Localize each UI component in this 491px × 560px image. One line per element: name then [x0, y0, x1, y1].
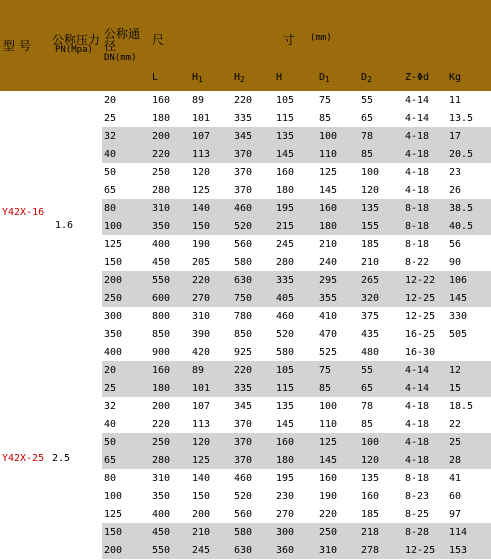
cell-l: 350	[152, 221, 171, 232]
cell-h: 115	[276, 113, 295, 124]
cell-d2: 375	[361, 311, 380, 322]
cell-z-phid: 8-22	[405, 257, 430, 268]
cell-l: 450	[152, 257, 171, 268]
col-header-kg: Kg	[449, 72, 462, 83]
cell-h: 300	[276, 527, 295, 538]
cell-h2: 335	[234, 383, 253, 394]
cell-h1: 150	[192, 491, 211, 502]
cell-h: 520	[276, 329, 295, 340]
cell-h2: 370	[234, 419, 253, 430]
cell-h1: 89	[192, 95, 205, 106]
pressure-2-5: 2.5	[52, 453, 71, 464]
cell-h: 180	[276, 185, 295, 196]
cell-h2: 345	[234, 131, 253, 142]
cell-dn: 350	[104, 329, 123, 340]
cell-z-phid: 4-18	[405, 167, 430, 178]
cell-h1: 107	[192, 131, 211, 142]
cell-d2: 210	[361, 257, 380, 268]
cell-h1: 220	[192, 275, 211, 286]
cell-h2: 370	[234, 149, 253, 160]
cell-z-phid: 12-22	[405, 275, 436, 286]
cell-z-phid: 4-18	[405, 437, 430, 448]
cell-l: 400	[152, 509, 171, 520]
cell-d2: 100	[361, 437, 380, 448]
cell-kg: 17	[449, 131, 462, 142]
cell-d1: 525	[319, 347, 338, 358]
cell-dn: 65	[104, 455, 117, 466]
cell-d2: 55	[361, 365, 374, 376]
cell-dn: 20	[104, 95, 117, 106]
cell-kg: 106	[449, 275, 468, 286]
cell-z-phid: 4-18	[405, 185, 430, 196]
cell-kg: 26	[449, 185, 462, 196]
cell-h1: 205	[192, 257, 211, 268]
cell-z-phid: 4-14	[405, 95, 430, 106]
cell-h: 230	[276, 491, 295, 502]
cell-z-phid: 16-30	[405, 347, 436, 358]
cell-h: 160	[276, 437, 295, 448]
cell-h1: 107	[192, 401, 211, 412]
cell-dn: 80	[104, 473, 117, 484]
cell-d1: 110	[319, 419, 338, 430]
cell-d2: 185	[361, 509, 380, 520]
cell-dn: 32	[104, 401, 117, 412]
cell-h: 160	[276, 167, 295, 178]
cell-h2: 560	[234, 509, 253, 520]
cell-h1: 120	[192, 437, 211, 448]
cell-dn: 100	[104, 491, 123, 502]
cell-l: 220	[152, 419, 171, 430]
cell-l: 550	[152, 545, 171, 556]
cell-d1: 250	[319, 527, 338, 538]
cell-dn: 65	[104, 185, 117, 196]
cell-d2: 120	[361, 455, 380, 466]
cell-h: 180	[276, 455, 295, 466]
cell-d1: 240	[319, 257, 338, 268]
cell-h2: 580	[234, 527, 253, 538]
model-y42x-25: Y42X-25	[2, 453, 45, 464]
cell-d2: 85	[361, 419, 374, 430]
size-header-part2: 寸	[283, 33, 296, 47]
cell-dn: 150	[104, 257, 123, 268]
cell-kg: 15	[449, 383, 462, 394]
cell-dn: 200	[104, 275, 123, 286]
cell-h1: 125	[192, 455, 211, 466]
pressure-header: 公称压力	[52, 33, 101, 47]
cell-l: 850	[152, 329, 171, 340]
cell-l: 160	[152, 95, 171, 106]
cell-d2: 55	[361, 95, 374, 106]
cell-kg: 153	[449, 545, 468, 556]
cell-kg: 20.5	[449, 149, 474, 160]
cell-h2: 370	[234, 167, 253, 178]
cell-d2: 78	[361, 401, 374, 412]
cell-h: 135	[276, 131, 295, 142]
cell-h1: 150	[192, 221, 211, 232]
cell-d1: 220	[319, 509, 338, 520]
cell-h1: 310	[192, 311, 211, 322]
cell-h2: 370	[234, 455, 253, 466]
cell-d2: 78	[361, 131, 374, 142]
cell-l: 220	[152, 149, 171, 160]
cell-l: 450	[152, 527, 171, 538]
cell-h1: 420	[192, 347, 211, 358]
cell-kg: 18.5	[449, 401, 474, 412]
cell-d1: 75	[319, 95, 332, 106]
size-header-part1: 尺	[152, 33, 165, 47]
cell-h2: 335	[234, 113, 253, 124]
cell-dn: 300	[104, 311, 123, 322]
cell-d2: 320	[361, 293, 380, 304]
cell-d2: 120	[361, 185, 380, 196]
cell-h2: 780	[234, 311, 253, 322]
cell-h1: 125	[192, 185, 211, 196]
cell-z-phid: 4-14	[405, 383, 430, 394]
cell-z-phid: 4-18	[405, 131, 430, 142]
cell-kg: 56	[449, 239, 462, 250]
cell-l: 180	[152, 383, 171, 394]
cell-h: 360	[276, 545, 295, 556]
cell-d2: 265	[361, 275, 380, 286]
cell-l: 180	[152, 113, 171, 124]
cell-h: 245	[276, 239, 295, 250]
cell-d1: 180	[319, 221, 338, 232]
cell-h: 580	[276, 347, 295, 358]
cell-dn: 400	[104, 347, 123, 358]
cell-h2: 630	[234, 275, 253, 286]
cell-h1: 101	[192, 383, 211, 394]
cell-d2: 278	[361, 545, 380, 556]
cell-z-phid: 8-28	[405, 527, 430, 538]
pressure-unit: PN(Mpa)	[55, 45, 93, 55]
cell-d1: 85	[319, 383, 332, 394]
cell-l: 400	[152, 239, 171, 250]
cell-h1: 89	[192, 365, 205, 376]
cell-h2: 850	[234, 329, 253, 340]
col-header-h1: $H_1$	[192, 72, 203, 84]
cell-h2: 750	[234, 293, 253, 304]
cell-z-phid: 8-25	[405, 509, 430, 520]
dn-unit: DN(mm)	[104, 53, 137, 63]
cell-h2: 925	[234, 347, 253, 358]
model-y42x-16: Y42X-16	[2, 207, 45, 218]
cell-z-phid: 12-25	[405, 293, 436, 304]
cell-h1: 140	[192, 473, 211, 484]
cell-dn: 32	[104, 131, 117, 142]
cell-h2: 520	[234, 491, 253, 502]
cell-h1: 113	[192, 419, 211, 430]
cell-l: 550	[152, 275, 171, 286]
cell-d2: 65	[361, 383, 374, 394]
cell-kg: 90	[449, 257, 462, 268]
cell-h: 105	[276, 95, 295, 106]
cell-l: 310	[152, 203, 171, 214]
dn-header: 公称通径	[104, 27, 141, 53]
cell-l: 200	[152, 131, 171, 142]
cell-z-phid: 4-14	[405, 365, 430, 376]
cell-d2: 100	[361, 167, 380, 178]
cell-h2: 560	[234, 239, 253, 250]
cell-d1: 310	[319, 545, 338, 556]
cell-h: 270	[276, 509, 295, 520]
cell-h1: 210	[192, 527, 211, 538]
cell-d1: 75	[319, 365, 332, 376]
cell-h2: 460	[234, 473, 253, 484]
cell-l: 200	[152, 401, 171, 412]
cell-d1: 85	[319, 113, 332, 124]
cell-d1: 160	[319, 203, 338, 214]
col-header-d1: $D_1$	[319, 72, 330, 84]
col-header-z-phid: Z-Φd	[405, 72, 430, 83]
cell-dn: 100	[104, 221, 123, 232]
cell-dn: 80	[104, 203, 117, 214]
cell-z-phid: 8-18	[405, 473, 430, 484]
cell-kg: 25	[449, 437, 462, 448]
cell-d2: 65	[361, 113, 374, 124]
cell-d1: 355	[319, 293, 338, 304]
cell-h2: 370	[234, 185, 253, 196]
cell-d1: 110	[319, 149, 338, 160]
cell-h2: 630	[234, 545, 253, 556]
cell-d2: 218	[361, 527, 380, 538]
cell-d1: 470	[319, 329, 338, 340]
cell-h2: 520	[234, 221, 253, 232]
cell-dn: 200	[104, 545, 123, 556]
cell-d2: 185	[361, 239, 380, 250]
cell-dn: 50	[104, 437, 117, 448]
cell-kg: 12	[449, 365, 462, 376]
cell-kg: 505	[449, 329, 468, 340]
pressure-1-6: 1.6	[55, 220, 74, 231]
cell-kg: 23	[449, 167, 462, 178]
cell-z-phid: 8-23	[405, 491, 430, 502]
cell-d2: 480	[361, 347, 380, 358]
cell-l: 600	[152, 293, 171, 304]
cell-h2: 220	[234, 95, 253, 106]
cell-l: 900	[152, 347, 171, 358]
cell-h2: 580	[234, 257, 253, 268]
cell-h: 215	[276, 221, 295, 232]
cell-l: 280	[152, 455, 171, 466]
model-header: 型 号	[3, 39, 31, 53]
cell-l: 280	[152, 185, 171, 196]
cell-h: 195	[276, 203, 295, 214]
cell-h1: 390	[192, 329, 211, 340]
cell-z-phid: 4-18	[405, 149, 430, 160]
cell-dn: 125	[104, 509, 123, 520]
cell-l: 250	[152, 167, 171, 178]
cell-z-phid: 12-25	[405, 311, 436, 322]
cell-d1: 125	[319, 167, 338, 178]
col-header-h2: $H_2$	[234, 72, 245, 84]
cell-kg: 97	[449, 509, 462, 520]
cell-d1: 160	[319, 473, 338, 484]
size-unit: (mm)	[310, 33, 332, 43]
cell-z-phid: 4-18	[405, 419, 430, 430]
cell-dn: 125	[104, 239, 123, 250]
cell-h: 145	[276, 419, 295, 430]
cell-kg: 22	[449, 419, 462, 430]
cell-d2: 435	[361, 329, 380, 340]
col-header-l: L	[152, 72, 159, 83]
cell-h1: 140	[192, 203, 211, 214]
cell-z-phid: 4-14	[405, 113, 430, 124]
cell-l: 800	[152, 311, 171, 322]
cell-z-phid: 12-25	[405, 545, 436, 556]
cell-h2: 460	[234, 203, 253, 214]
cell-dn: 25	[104, 383, 117, 394]
cell-h: 280	[276, 257, 295, 268]
cell-d2: 155	[361, 221, 380, 232]
cell-l: 350	[152, 491, 171, 502]
cell-l: 250	[152, 437, 171, 448]
cell-d1: 210	[319, 239, 338, 250]
cell-kg: 28	[449, 455, 462, 466]
cell-dn: 40	[104, 419, 117, 430]
cell-kg: 40.5	[449, 221, 474, 232]
cell-h1: 245	[192, 545, 211, 556]
cell-kg: 38.5	[449, 203, 474, 214]
cell-d2: 135	[361, 473, 380, 484]
cell-h2: 220	[234, 365, 253, 376]
cell-h: 105	[276, 365, 295, 376]
cell-h: 115	[276, 383, 295, 394]
cell-dn: 20	[104, 365, 117, 376]
cell-d1: 410	[319, 311, 338, 322]
cell-z-phid: 4-18	[405, 455, 430, 466]
cell-h: 405	[276, 293, 295, 304]
cell-kg: 11	[449, 95, 462, 106]
cell-h: 460	[276, 311, 295, 322]
cell-l: 160	[152, 365, 171, 376]
cell-h: 195	[276, 473, 295, 484]
cell-z-phid: 16-25	[405, 329, 436, 340]
cell-d1: 125	[319, 437, 338, 448]
cell-h: 135	[276, 401, 295, 412]
cell-dn: 25	[104, 113, 117, 124]
cell-d1: 295	[319, 275, 338, 286]
cell-h1: 113	[192, 149, 211, 160]
cell-d1: 145	[319, 185, 338, 196]
cell-kg: 41	[449, 473, 462, 484]
col-header-h: H	[276, 72, 283, 83]
cell-d1: 145	[319, 455, 338, 466]
cell-z-phid: 4-18	[405, 401, 430, 412]
cell-d2: 135	[361, 203, 380, 214]
cell-h: 335	[276, 275, 295, 286]
cell-h1: 101	[192, 113, 211, 124]
cell-h2: 370	[234, 437, 253, 448]
cell-d1: 190	[319, 491, 338, 502]
cell-z-phid: 8-18	[405, 239, 430, 250]
cell-d2: 160	[361, 491, 380, 502]
cell-kg: 114	[449, 527, 468, 538]
cell-dn: 40	[104, 149, 117, 160]
cell-h1: 120	[192, 167, 211, 178]
cell-h2: 345	[234, 401, 253, 412]
cell-kg: 330	[449, 311, 468, 322]
cell-d1: 100	[319, 401, 338, 412]
cell-h1: 190	[192, 239, 211, 250]
cell-d2: 85	[361, 149, 374, 160]
cell-d1: 100	[319, 131, 338, 142]
cell-kg: 60	[449, 491, 462, 502]
table-header	[0, 0, 491, 91]
cell-dn: 150	[104, 527, 123, 538]
cell-dn: 50	[104, 167, 117, 178]
cell-z-phid: 8-18	[405, 203, 430, 214]
cell-l: 310	[152, 473, 171, 484]
cell-kg: 13.5	[449, 113, 474, 124]
cell-h: 145	[276, 149, 295, 160]
cell-h1: 270	[192, 293, 211, 304]
cell-kg: 145	[449, 293, 468, 304]
col-header-d2: $D_2$	[361, 72, 372, 84]
cell-dn: 250	[104, 293, 123, 304]
cell-z-phid: 8-18	[405, 221, 430, 232]
cell-h1: 200	[192, 509, 211, 520]
